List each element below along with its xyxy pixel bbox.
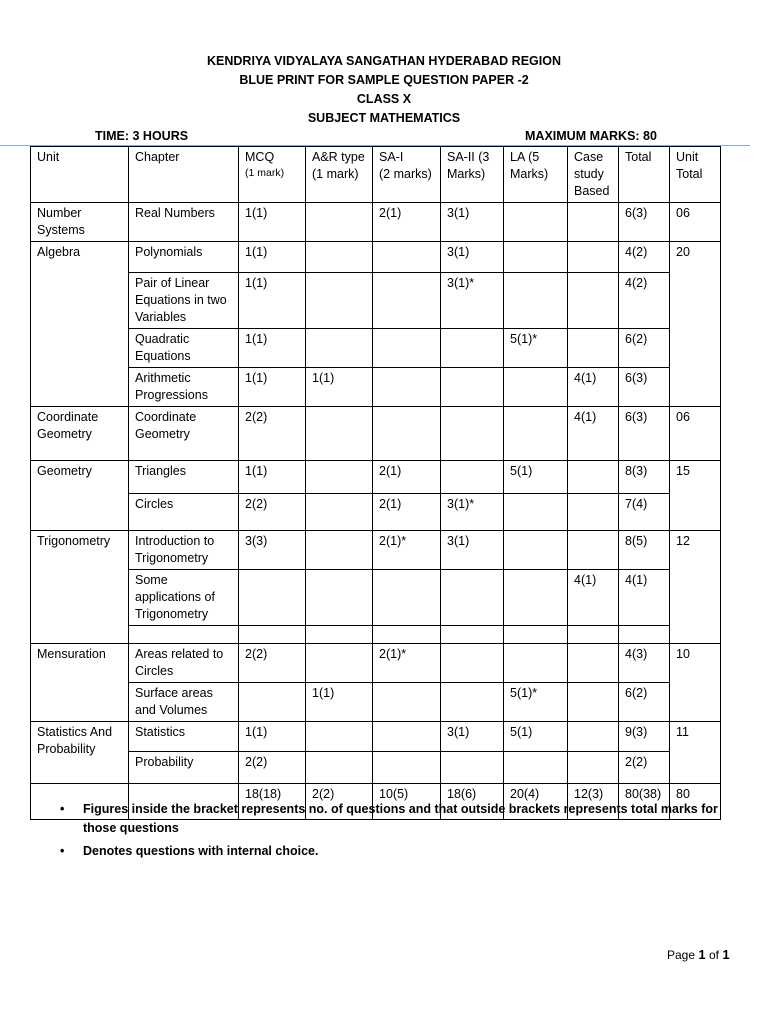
header-sa1-sub: (2 marks) <box>379 167 432 181</box>
of-label: of <box>708 948 719 962</box>
header-ar-label: A&R type <box>312 150 365 164</box>
chapter-cell <box>129 626 239 644</box>
header-line-1: KENDRIYA VIDYALAYA SANGATHAN HYDERABAD REGION <box>207 54 561 68</box>
table-row <box>31 368 721 407</box>
mcq-cell <box>239 570 306 626</box>
header-la: LA (5 Marks) <box>504 147 568 203</box>
sa1-cell <box>373 329 441 368</box>
sa2-cell <box>441 752 504 784</box>
ar-cell <box>306 407 373 461</box>
total-cell: 6(3) <box>619 407 670 461</box>
sa2-cell <box>441 329 504 368</box>
la-cell <box>504 531 568 570</box>
sa2-cell: 3(1) <box>441 203 504 242</box>
ar-cell <box>306 752 373 784</box>
page-number: 1 <box>698 947 706 962</box>
table-row <box>31 203 721 242</box>
unit-total-cell: 20 <box>670 242 721 407</box>
la-cell <box>504 407 568 461</box>
la-total-cell: 20(4) <box>504 784 568 820</box>
sa2-total-cell: 18(6) <box>441 784 504 820</box>
header-line-2: BLUE PRINT FOR SAMPLE QUESTION PAPER -2 <box>239 73 529 87</box>
table-row <box>31 722 721 752</box>
chapter-cell: Arithmetic Progressions <box>129 368 239 407</box>
header-total: Total <box>619 147 670 203</box>
ar-cell <box>306 494 373 531</box>
la-cell <box>504 368 568 407</box>
header-sa1 <box>373 147 441 203</box>
total-cell: 6(3) <box>619 203 670 242</box>
unit-cell: Geometry <box>31 461 129 531</box>
chapter-cell: Introduction to Trigonometry <box>129 531 239 570</box>
header-ar-sub: (1 mark) <box>312 167 359 181</box>
table-row <box>31 329 721 368</box>
unit-cell: Algebra <box>31 242 129 407</box>
mcq-cell: 1(1) <box>239 273 306 329</box>
sa1-cell <box>373 752 441 784</box>
total-cell: 7(4) <box>619 494 670 531</box>
mcq-cell <box>239 626 306 644</box>
la-cell <box>504 752 568 784</box>
unit-cell: Trigonometry <box>31 531 129 644</box>
chapter-cell: Circles <box>129 494 239 531</box>
unit-cell: Mensuration <box>31 644 129 722</box>
header-case: Case study Based <box>568 147 619 203</box>
total-cell: 4(3) <box>619 644 670 683</box>
total-cell: 4(1) <box>619 570 670 626</box>
la-cell <box>504 203 568 242</box>
sa1-cell <box>373 626 441 644</box>
sa1-cell <box>373 407 441 461</box>
header-unit-total: Unit Total <box>670 147 721 203</box>
sa1-cell: 2(1) <box>373 461 441 494</box>
chapter-cell: Pair of Linear Equations in two Variables <box>129 273 239 329</box>
unit-cell: Number Systems <box>31 203 129 242</box>
mcq-cell: 2(2) <box>239 644 306 683</box>
sa1-cell <box>373 242 441 273</box>
sa1-cell: 2(1)* <box>373 644 441 683</box>
ar-cell <box>306 203 373 242</box>
header-mcq-sub: (1 mark) <box>245 167 285 179</box>
table-row <box>31 494 721 531</box>
case-cell <box>568 722 619 752</box>
la-cell <box>504 570 568 626</box>
la-cell <box>504 494 568 531</box>
table-row <box>31 407 721 461</box>
notes-list <box>60 800 720 865</box>
table-row <box>31 570 721 626</box>
unit-total-cell: 06 <box>670 203 721 242</box>
ar-cell <box>306 329 373 368</box>
note-item <box>60 842 720 861</box>
sa2-cell: 3(1) <box>441 531 504 570</box>
mcq-cell: 1(1) <box>239 368 306 407</box>
mcq-cell: 2(2) <box>239 407 306 461</box>
case-cell <box>568 273 619 329</box>
sa2-cell <box>441 626 504 644</box>
sa2-cell: 3(1) <box>441 242 504 273</box>
total-cell: 6(3) <box>619 368 670 407</box>
sa1-cell <box>373 722 441 752</box>
case-cell: 4(1) <box>568 407 619 461</box>
ar-total-cell: 2(2) <box>306 784 373 820</box>
chapter-cell: Areas related to Circles <box>129 644 239 683</box>
chapter-cell: Quadratic Equations <box>129 329 239 368</box>
unit-total-cell: 12 <box>670 531 721 644</box>
note-text: Figures inside the bracket represents no. of questions and that outside brackets represents total marks for those questions <box>83 802 718 835</box>
mcq-cell: 1(1) <box>239 722 306 752</box>
page-label: Page <box>667 948 696 962</box>
chapter-cell: Surface areas and Volumes <box>129 683 239 722</box>
sa1-cell <box>373 273 441 329</box>
chapter-cell: Polynomials <box>129 242 239 273</box>
document-header <box>0 52 768 128</box>
header-line-4: SUBJECT MATHEMATICS <box>307 111 461 125</box>
unit-cell: Coordinate Geometry <box>31 407 129 461</box>
ar-cell <box>306 273 373 329</box>
unit-total-cell: 11 <box>670 722 721 784</box>
case-cell <box>568 531 619 570</box>
table-row <box>31 461 721 494</box>
grand-unit-total-cell: 80 <box>670 784 721 820</box>
bullet-icon: • <box>60 844 65 858</box>
case-total-cell: 12(3) <box>568 784 619 820</box>
sa2-cell <box>441 368 504 407</box>
table-row-empty <box>31 626 721 644</box>
sa2-cell <box>441 461 504 494</box>
case-cell <box>568 329 619 368</box>
case-cell <box>568 752 619 784</box>
la-cell: 5(1)* <box>504 329 568 368</box>
ar-cell <box>306 626 373 644</box>
sa1-cell: 2(1) <box>373 203 441 242</box>
page-footer <box>667 947 730 962</box>
header-line-3: CLASS X <box>356 92 412 106</box>
ar-cell <box>306 644 373 683</box>
sa2-cell <box>441 644 504 683</box>
page-total: 1 <box>722 947 730 962</box>
note-item <box>60 800 720 838</box>
unit-cell: Statistics And Probability <box>31 722 129 784</box>
mcq-cell: 2(2) <box>239 494 306 531</box>
table-row <box>31 644 721 683</box>
ar-cell <box>306 722 373 752</box>
case-cell: 4(1) <box>568 570 619 626</box>
la-cell: 5(1) <box>504 461 568 494</box>
ar-cell <box>306 242 373 273</box>
header-ar <box>306 147 373 203</box>
mcq-cell <box>239 683 306 722</box>
sa2-cell <box>441 407 504 461</box>
la-cell <box>504 273 568 329</box>
sa2-cell: 3(1)* <box>441 273 504 329</box>
unit-total-cell: 06 <box>670 407 721 461</box>
total-cell: 2(2) <box>619 752 670 784</box>
table-row <box>31 683 721 722</box>
max-marks-label: MAXIMUM MARKS: 80 <box>525 129 657 143</box>
unit-total-cell: 15 <box>670 461 721 531</box>
total-cell: 6(2) <box>619 683 670 722</box>
case-cell <box>568 626 619 644</box>
total-cell: 6(2) <box>619 329 670 368</box>
chapter-cell: Statistics <box>129 722 239 752</box>
table-row <box>31 273 721 329</box>
sa1-cell <box>373 368 441 407</box>
sa2-cell: 3(1)* <box>441 494 504 531</box>
case-cell <box>568 203 619 242</box>
la-cell <box>504 242 568 273</box>
sa2-cell: 3(1) <box>441 722 504 752</box>
chapter-cell: Triangles <box>129 461 239 494</box>
mcq-cell: 1(1) <box>239 242 306 273</box>
la-cell: 5(1) <box>504 722 568 752</box>
case-cell <box>568 461 619 494</box>
sa1-cell <box>373 570 441 626</box>
mcq-total-cell: 18(18) <box>239 784 306 820</box>
case-cell <box>568 242 619 273</box>
mcq-cell: 1(1) <box>239 461 306 494</box>
sa1-cell <box>373 683 441 722</box>
total-cell <box>619 626 670 644</box>
total-cell: 4(2) <box>619 242 670 273</box>
header-sa1-label: SA-I <box>379 150 404 164</box>
chapter-cell: Some applications of Trigonometry <box>129 570 239 626</box>
case-cell <box>568 494 619 531</box>
case-cell <box>568 683 619 722</box>
header-chapter: Chapter <box>129 147 239 203</box>
table-row <box>31 242 721 273</box>
sa1-cell: 2(1)* <box>373 531 441 570</box>
ar-cell: 1(1) <box>306 683 373 722</box>
la-cell: 5(1)* <box>504 683 568 722</box>
chapter-cell: Probability <box>129 752 239 784</box>
blueprint-table <box>30 146 721 820</box>
ar-cell <box>306 531 373 570</box>
sa2-cell <box>441 570 504 626</box>
total-cell: 8(3) <box>619 461 670 494</box>
table-row <box>31 531 721 570</box>
total-cell: 9(3) <box>619 722 670 752</box>
ar-cell <box>306 570 373 626</box>
unit-total-cell: 10 <box>670 644 721 722</box>
la-cell <box>504 644 568 683</box>
bullet-icon: • <box>60 802 65 816</box>
note-text: Denotes questions with internal choice. <box>83 844 319 858</box>
grand-total-cell: 80(38) <box>619 784 670 820</box>
mcq-cell: 1(1) <box>239 203 306 242</box>
total-cell: 8(5) <box>619 531 670 570</box>
la-cell <box>504 626 568 644</box>
mcq-cell: 1(1) <box>239 329 306 368</box>
time-label: TIME: 3 HOURS <box>95 129 189 143</box>
header-unit: Unit <box>31 147 129 203</box>
header-mcq <box>239 147 306 203</box>
mcq-cell: 2(2) <box>239 752 306 784</box>
header-sa2: SA-II (3 Marks) <box>441 147 504 203</box>
table-header-row <box>31 147 721 203</box>
header-mcq-label: MCQ <box>245 150 275 164</box>
total-cell: 4(2) <box>619 273 670 329</box>
mcq-cell: 3(3) <box>239 531 306 570</box>
ar-cell: 1(1) <box>306 368 373 407</box>
sa1-total-cell: 10(5) <box>373 784 441 820</box>
case-cell: 4(1) <box>568 368 619 407</box>
table-row <box>31 752 721 784</box>
chapter-cell: Real Numbers <box>129 203 239 242</box>
chapter-cell: Coordinate Geometry <box>129 407 239 461</box>
case-cell <box>568 644 619 683</box>
ar-cell <box>306 461 373 494</box>
sa1-cell: 2(1) <box>373 494 441 531</box>
sa2-cell <box>441 683 504 722</box>
